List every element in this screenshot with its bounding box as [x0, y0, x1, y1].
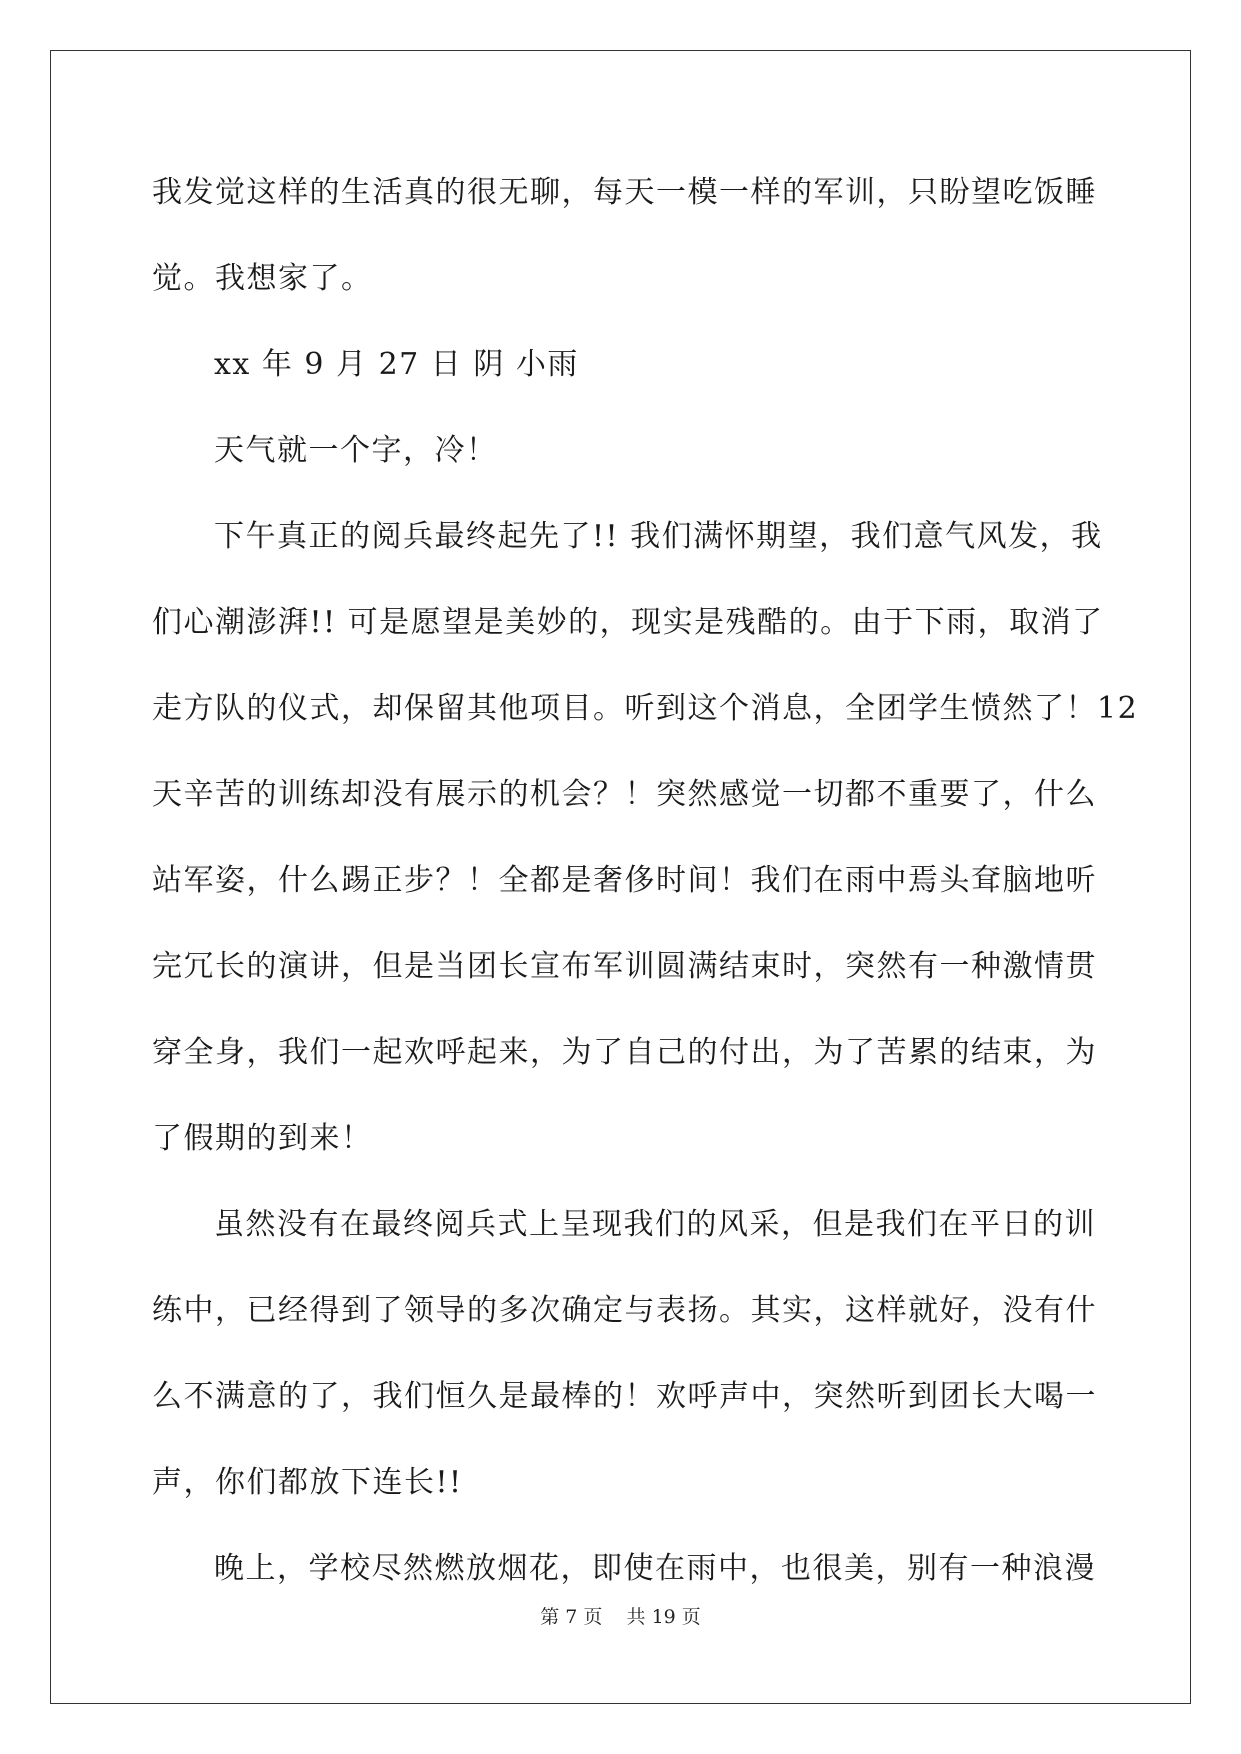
text-line: 天气就一个字，冷！	[214, 433, 498, 468]
text-line: 么不满意的了，我们恒久是最棒的！欢呼声中，突然听到团长大喝一	[152, 1379, 1097, 1414]
text-line: 走方队的仪式，却保留其他项目。听到这个消息，全团学生愤然了！12	[152, 691, 1139, 726]
date-weather-line: xx 年 9 月 27 日 阴 小雨	[214, 347, 579, 382]
document-body	[152, 158, 1139, 1620]
text-line: 天辛苦的训练却没有展示的机会？！突然感觉一切都不重要了，什么	[152, 777, 1097, 812]
page-number-label: 第 7 页 共 19 页	[540, 1606, 701, 1628]
text-line: 我发觉这样的生活真的很无聊，每天一模一样的军训，只盼望吃饭睡	[152, 175, 1097, 210]
text-line: 下午真正的阅兵最终起先了!! 我们满怀期望，我们意气风发，我	[214, 519, 1103, 554]
text-line: 虽然没有在最终阅兵式上呈现我们的风采，但是我们在平日的训	[214, 1207, 1096, 1242]
text-line: 声，你们都放下连长!!	[152, 1465, 463, 1500]
text-line: 完冗长的演讲，但是当团长宣布军训圆满结束时，突然有一种激情贯	[152, 949, 1097, 984]
text-line: 觉。我想家了。	[152, 261, 373, 296]
page-footer	[0, 1602, 1241, 1629]
text-line: 了假期的到来！	[152, 1121, 373, 1156]
text-line: 穿全身，我们一起欢呼起来，为了自己的付出，为了苦累的结束，为	[152, 1035, 1097, 1070]
text-line: 们心潮澎湃!! 可是愿望是美妙的，现实是残酷的。由于下雨，取消了	[152, 605, 1104, 640]
text-line: 练中，已经得到了领导的多次确定与表扬。其实，这样就好，没有什	[152, 1293, 1097, 1328]
text-line: 晚上，学校尽然燃放烟花，即使在雨中，也很美，别有一种浪漫	[214, 1551, 1096, 1586]
text-line: 站军姿，什么踢正步？！全都是奢侈时间！我们在雨中焉头耷脑地听	[152, 863, 1097, 898]
